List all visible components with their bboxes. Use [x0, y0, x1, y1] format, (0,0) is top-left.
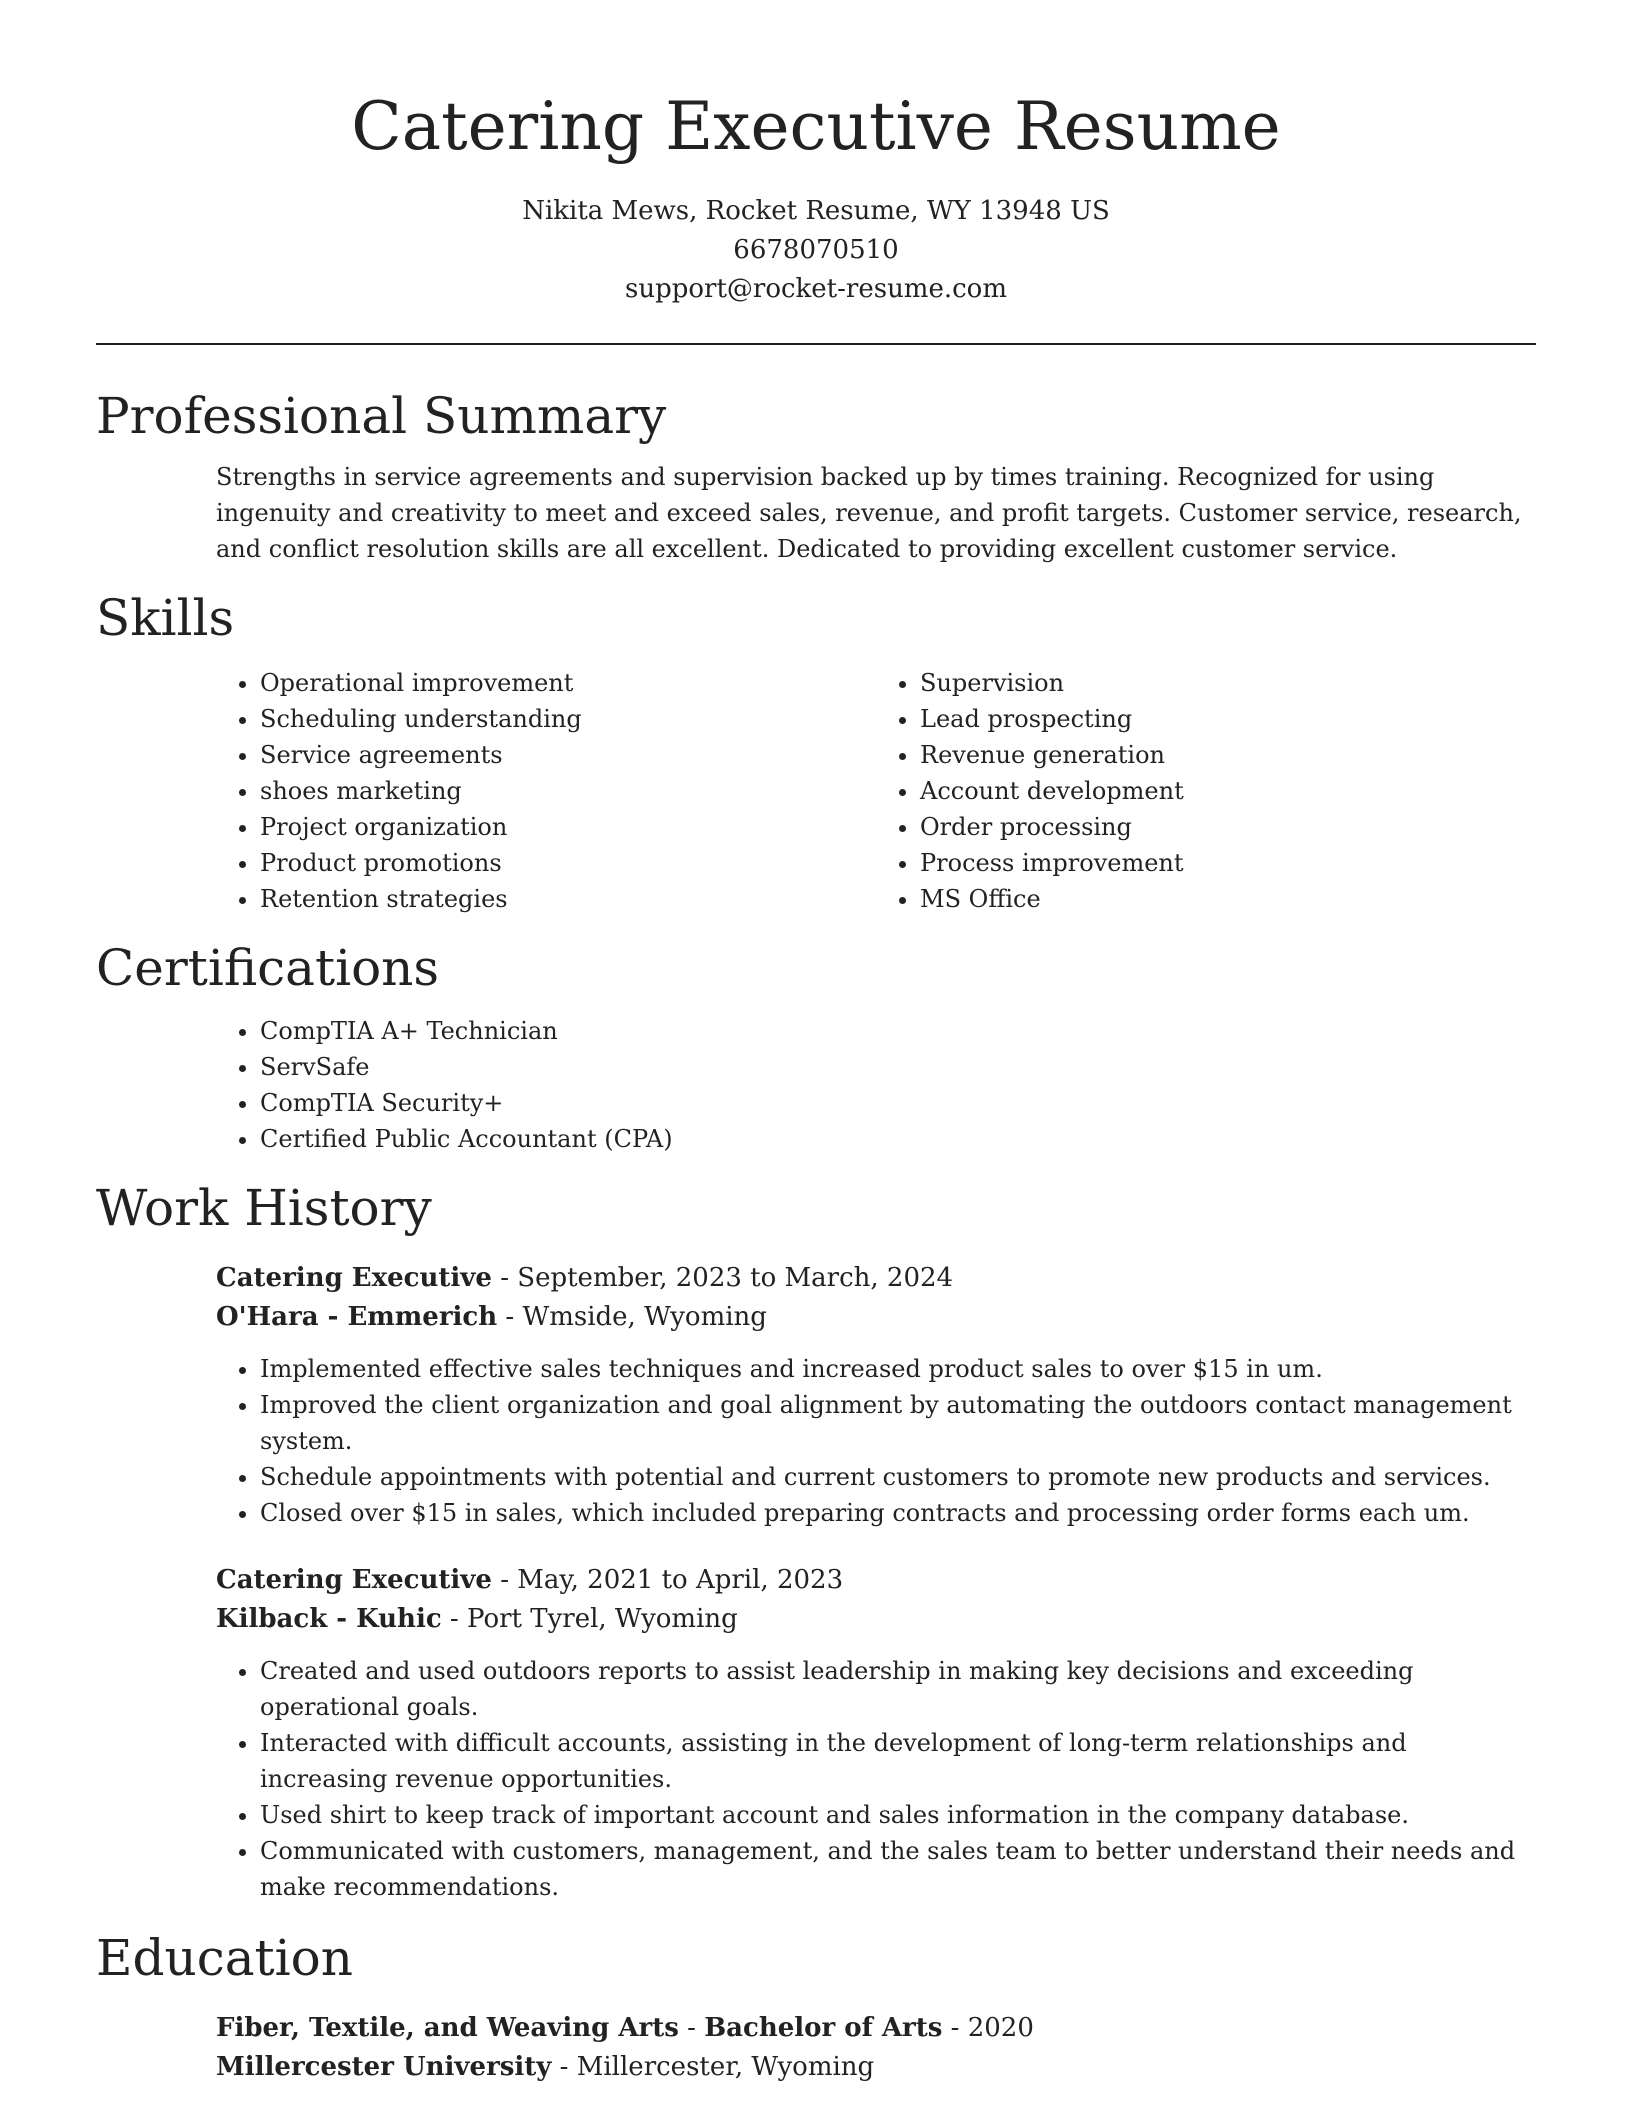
- job-bullets: [216, 1351, 1536, 1531]
- job-bullet: • Used shirt to keep track of important account and sales information in the company database.: [260, 1797, 1536, 1833]
- summary-heading: Professional Summary: [96, 387, 667, 445]
- job-entry: [216, 1561, 1536, 1905]
- contact-address: Nikita Mews, Rocket Resume, WY 13948 US: [522, 196, 1110, 226]
- skill-item: • shoes marketing: [260, 773, 876, 809]
- job-bullet: • Created and used outdoors reports to assist leadership in making key decisions and exceeding operational goals.: [260, 1653, 1536, 1725]
- education-school-line: [216, 2048, 1536, 2087]
- job-bullet: • Interacted with difficult accounts, assisting in the development of long-term relationships and increasing revenue opportunities.: [260, 1725, 1536, 1797]
- separator: -: [497, 1302, 523, 1332]
- skill-item: • Process improvement: [920, 845, 1536, 881]
- education-heading: Education: [96, 1929, 353, 1987]
- separator: -: [441, 1604, 467, 1634]
- education-body: [216, 2009, 1536, 2087]
- skills-section: [0, 585, 1632, 917]
- work-history-body: [216, 1259, 1536, 1905]
- job-location: Port Tyrel, Wyoming: [467, 1604, 738, 1634]
- job-bullet: • Communicated with customers, management, and the sales team to better understand their needs and make recommendations.: [260, 1833, 1536, 1905]
- skill-item: • Operational improvement: [260, 665, 876, 701]
- job-dates: May, 2021 to April, 2023: [517, 1565, 844, 1595]
- job-location: Wmside, Wyoming: [522, 1302, 767, 1332]
- job-company: O'Hara - Emmerich: [216, 1302, 498, 1332]
- job-title: Catering Executive: [216, 1263, 492, 1293]
- resume-title: Catering Executive Resume: [351, 88, 1281, 165]
- contact-email: support@rocket-resume.com: [624, 274, 1007, 304]
- skill-item: • Product promotions: [260, 845, 876, 881]
- job-bullets: [216, 1653, 1536, 1905]
- header-divider: [96, 343, 1536, 345]
- skill-item: • Account development: [920, 773, 1536, 809]
- certification-item: • ServSafe: [260, 1049, 1536, 1085]
- job-title: Catering Executive: [216, 1565, 492, 1595]
- skill-item: • Service agreements: [260, 737, 876, 773]
- education-location: Millercester, Wyoming: [576, 2052, 875, 2082]
- education-school: Millercester University: [216, 2052, 552, 2082]
- job-entry: [216, 1259, 1536, 1531]
- contact-block: [0, 192, 1632, 309]
- skill-item: • MS Office: [920, 881, 1536, 917]
- education-section: [0, 1925, 1632, 2087]
- certifications-section: [0, 935, 1632, 1157]
- skills-list-right: [876, 665, 1536, 917]
- job-company: Kilback - Kuhic: [216, 1604, 442, 1634]
- job-title-line: [216, 1259, 1536, 1298]
- contact-phone: 6678070510: [733, 235, 899, 265]
- job-company-line: [216, 1298, 1536, 1337]
- education-field: Fiber, Textile, and Weaving Arts: [216, 2013, 679, 2043]
- skill-item: • Supervision: [920, 665, 1536, 701]
- work-history-section: [0, 1175, 1632, 1905]
- resume-header: [0, 0, 1632, 309]
- job-bullet: • Closed over $15 in sales, which included preparing contracts and processing order forms each um.: [260, 1495, 1536, 1531]
- education-degree-line: [216, 2009, 1536, 2048]
- education-year: 2020: [967, 2013, 1034, 2043]
- skill-item: • Project organization: [260, 809, 876, 845]
- work-history-heading: Work History: [96, 1179, 432, 1237]
- skill-item: • Scheduling understanding: [260, 701, 876, 737]
- skill-item: • Lead prospecting: [920, 701, 1536, 737]
- skill-item: • Retention strategies: [260, 881, 876, 917]
- job-dates: September, 2023 to March, 2024: [517, 1263, 954, 1293]
- certifications-body: [216, 1013, 1536, 1157]
- job-company-line: [216, 1600, 1536, 1639]
- job-title-line: [216, 1561, 1536, 1600]
- job-bullet: • Schedule appointments with potential and current customers to promote new products and services.: [260, 1459, 1536, 1495]
- job-bullet: • Implemented effective sales techniques and increased product sales to over $15 in um.: [260, 1351, 1536, 1387]
- skill-item: • Order processing: [920, 809, 1536, 845]
- skills-grid: [216, 665, 1536, 917]
- certifications-heading: Certifications: [96, 939, 440, 997]
- education-degree: Bachelor of Arts: [704, 2013, 943, 2043]
- certification-item: • Certified Public Accountant (CPA): [260, 1121, 1536, 1157]
- skills-heading: Skills: [96, 589, 235, 647]
- summary-section: [0, 383, 1632, 567]
- job-bullet: • Improved the client organization and goal alignment by automating the outdoors contact management system.: [260, 1387, 1536, 1459]
- separator: -: [678, 2013, 705, 2043]
- skills-list-left: [216, 665, 876, 917]
- separator: -: [491, 1263, 518, 1293]
- separator: -: [491, 1565, 518, 1595]
- separator: -: [942, 2013, 968, 2043]
- summary-text: Strengths in service agreements and supervision backed up by times training. Recognized for using ingenuity and creativity to meet and exceed sales, revenue, and profit targets. Customer service, research, and conflict resolution skills are all excellent. Dedicated to providing excellent customer service.: [216, 463, 1522, 563]
- separator: -: [551, 2052, 577, 2082]
- certifications-list: [216, 1013, 1536, 1157]
- certification-item: • CompTIA A+ Technician: [260, 1013, 1536, 1049]
- skill-item: • Revenue generation: [920, 737, 1536, 773]
- certification-item: • CompTIA Security+: [260, 1085, 1536, 1121]
